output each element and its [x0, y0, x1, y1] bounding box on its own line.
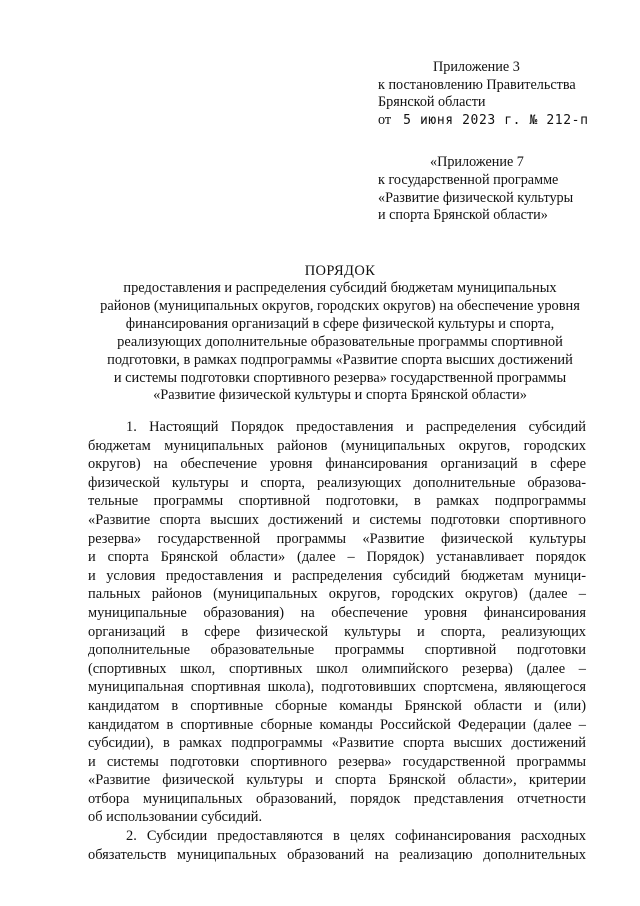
appendix-date — [378, 112, 618, 130]
appendix-region: Брянской области — [378, 94, 486, 111]
paragraph-1-line: муниципальные образования) на обеспечение уровня финансирования — [88, 604, 586, 621]
program-appendix-line: «Развитие физической культуры — [378, 189, 574, 206]
paragraph-1-line: пальных районов (муниципальных округов, городских округов) (далее – — [88, 586, 586, 603]
paragraph-1-line: организаций в сфере физической культуры и спорта, реализующих — [88, 623, 586, 640]
paragraph-1-line: «Развитие спорта высших достижений и системы подготовки спортивного — [88, 511, 586, 528]
document-title: ПОРЯДОК — [304, 263, 376, 279]
paragraph-1-line: субсидии), в рамках подпрограммы «Развитие спорта высших достижений — [88, 735, 586, 752]
appendix-header — [378, 59, 618, 225]
paragraph-2-line: обязательств муниципальных образований на реализацию дополнительных — [88, 846, 586, 863]
subtitle-line: районов (муниципальных округов, городских округов) на обеспечение уровня — [100, 297, 580, 314]
paragraph-1-line: и условия предоставления и распределения субсидий бюджетам муници- — [88, 567, 586, 584]
paragraph-1-line: (спортивных школ, спортивных школ олимпийского резерва) (далее – — [88, 660, 586, 677]
paragraph-1-line: «Развитие физической культуры и спорта Брянской области», критерии — [88, 772, 586, 789]
program-appendix-number: «Приложение 7 — [430, 154, 524, 171]
date-stamp: 5 июня 2023 г. № 212-п — [403, 112, 589, 128]
paragraph-1-line: резерва» государственной программы «Развитие физической культуры — [88, 530, 586, 547]
document-body — [88, 418, 586, 864]
paragraph-1-line: бюджетам муниципальных районов (муниципальных округов, городских — [88, 437, 586, 454]
paragraph-1-line: кандидатом в спортивные сборные команды Российской Федерации (далее – — [88, 716, 586, 733]
paragraph-1-line: кандидатом в спортивные сборные команды Брянской области и (или) — [88, 697, 586, 714]
date-prefix: от — [378, 111, 392, 128]
appendix-resolution: к постановлению Правительства — [378, 76, 576, 93]
program-appendix-line: к государственной программе — [378, 171, 559, 188]
subtitle-line: реализующих дополнительные образовательные программы спортивной — [117, 333, 563, 350]
subtitle-line: «Развитие физической культуры и спорта Брянской области» — [153, 387, 527, 404]
appendix-number: Приложение 3 — [433, 59, 520, 75]
paragraph-1-line: муниципальная спортивная школа), подготовивших спортсмена, являющегося — [88, 679, 586, 696]
subtitle-line: подготовки, в рамках подпрограммы «Развитие спорта высших достижений — [107, 351, 573, 368]
paragraph-1-line: и системы подготовки спортивного резерва» государственной программы — [88, 753, 586, 770]
paragraph-1-line: округов) на обеспечение уровня финансирования организаций в сфере — [88, 456, 586, 473]
paragraph-1-line: отбора муниципальных образований, порядок представления отчетности — [88, 790, 586, 807]
subtitle-line: предоставления и распределения субсидий бюджетам муниципальных — [123, 280, 557, 296]
paragraph-2-line: 2. Субсидии предоставляются в целях софинансирования расходных — [126, 828, 586, 845]
program-appendix-line: и спорта Брянской области» — [378, 207, 548, 224]
paragraph-1-line: 1. Настоящий Порядок предоставления и распределения субсидий — [126, 419, 586, 435]
subtitle-line: финансирования организаций в сфере физической культуры и спорта, — [125, 315, 555, 332]
paragraph-1-line: физической культуры и спорта, реализующих дополнительные образова- — [88, 474, 586, 491]
document-subtitle — [60, 280, 620, 405]
paragraph-1-line: об использовании субсидий. — [88, 809, 263, 826]
paragraph-1-line: и спорта Брянской области» (далее – Порядок) устанавливает порядок — [88, 549, 586, 566]
subtitle-line: и системы подготовки спортивного резерва» государственной программы — [113, 369, 567, 386]
paragraph-1-line: тельные программы спортивной подготовки, в рамках подпрограммы — [88, 493, 586, 510]
paragraph-1-line: дополнительные образовательные программы спортивной подготовки — [88, 642, 586, 659]
